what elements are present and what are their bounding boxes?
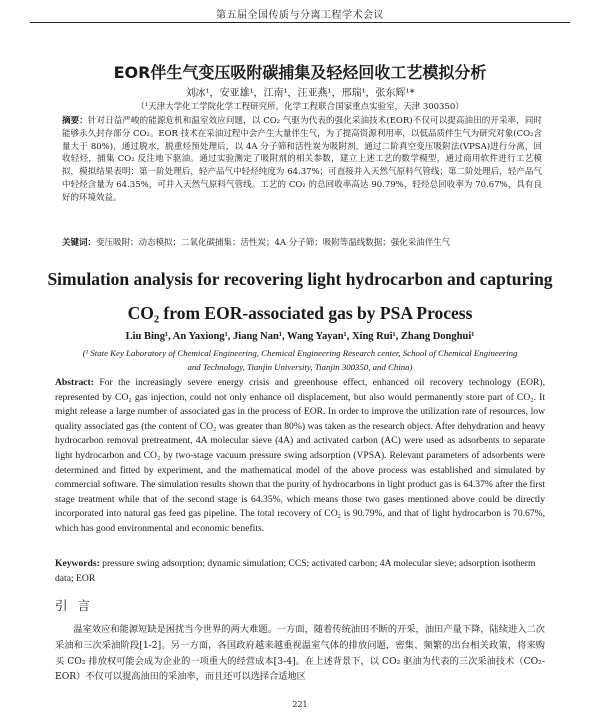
intro-heading: 引言 [55,598,101,613]
english-abstract-label: Abstract: [55,377,94,388]
chinese-authors: 刘冰¹，安亚雄¹，江南¹，汪亚燕¹，邢瑞¹，张东辉¹* [185,88,415,99]
running-header: 第五届全国传质与分离工程学术会议 [216,10,384,21]
chinese-abstract-label: 摘要： [62,116,88,126]
english-affiliation [50,346,550,374]
english-abstract-text: For the increasingly severe energy crisis and greenhouse effect, enhanced oil recovery technology (EOR), represented by CO₂ gas injection, could not only enhance oil displacement, but also would permanently store part of CO₂. It might release a large number of associated gas in the process of EOR. In order to improve the utilization rate of resources, low quality associated gas (the content of CO₂ was greater than 80%) was taken as the research object. After dehydration and heavy hydrocarbon removal pretreatment, 4A molecular sieve (4A) and activated carbon (AC) were used as adsorbents to separate light hydrocarbon and CO₂ by two-stage vacuum pressure swing adsorption (VPSA). Relevant parameters of adsorbents were determined and fitted by experiment, and the mathematical model of the above process was established and simulated by commercial software. The simulation results shown that the purity of hydrocarbons in light product gas is 64.37% after the first stage treatment while that of the second stage is 64.35%, which means those two gases mentioned above could be directly incorporated into natural gas feed gas pipeline. The total recovery of CO₂ is 90.79%, and that of light hydrocarbon is 70.67%, which has good environmental and economic benefits. [55,377,545,534]
english-title [30,262,570,330]
chinese-abstract [62,115,542,205]
english-title-line1: Simulation analysis for recovering light hydrocarbon and capturing [47,269,553,289]
chinese-keywords [62,237,542,250]
english-affiliation-line2: and Technology, Tianjin University, Tianjin 300350, and China) [187,362,413,372]
header-rule [30,22,570,23]
english-title-line2: CO₂ from EOR-associated gas by PSA Process [127,303,473,323]
intro-body: 温室效应和能源短缺是困扰当今世界的两大难题。一方面，随着传统油田不断的开采，油田产量下降，陆续进入二次采油和三次采油阶段[1-2]。另一方面，各国政府越来越重视温室气体的排放问题，密集、频繁的出台相关政策，将来购买 CO₂ 排放权可能会成为企业的一项重大的经营成本[3-4]。在上述背景下，以 CO₂ 驱油为代表的三次采油技术（CO₂-EOR）不仅可以提高油田的采油率，而且还可以选择合适地区 [55,624,545,683]
english-keywords-label: Keywords: [55,558,100,569]
english-authors: Liu Bing¹, An Yaxiong¹, Jiang Nan¹, Wang Yayan¹, Xing Rui¹, Zhang Donghui¹ [125,331,475,342]
english-keywords-text: pressure swing adsorption; dynamic simulation; CCS; activated carbon; 4A molecular sieve; adsorption isotherm data; EOR [55,558,536,584]
page-number: 221 [292,700,308,709]
chinese-affiliation: （¹天津大学化工学院化学工程研究所，化学工程联合国家重点实验室，天津 300350） [136,102,464,112]
chinese-abstract-text: 针对日益严峻的能源危机和温室效应问题，以 CO₂ 气驱为代表的强化采油技术(EOR)不仅可以提高油田的开采率，同时能够永久封存部分 CO₂。EOR 技术在采油过程中会产生大量伴生气，为了提高资源利用率，以低品质伴生气为研究对象(CO₂含量大于 80%)，通过脱水，脱重烃预处理后，以 4A 分子筛和活性炭为吸附剂，通过二阶真空变压吸附法(VPSA)进行分离，回收轻烃，捕集 CO₂ 反注地下驱油。通过实验测定了吸附剂的相关参数，建立上述工艺的数学模型，通过商用软件进行工艺模拟，模拟结果表明：第一阶处理后，轻产品气中轻烃纯度为 64.37%；可直接并入天然气原料气管线；第二阶处理后，轻产品气中轻烃含量为 64.35%，可并入天然气原料气管线。工艺的 CO₂ 的总回收率高达 90.79%，轻烃总回收率为 70.67%，具有良好的环境效益。 [62,116,542,203]
english-abstract [55,376,545,537]
chinese-keywords-label: 关键词： [62,238,97,248]
chinese-title: EOR伴生气变压吸附碳捕集及轻烃回收工艺模拟分析 [113,63,487,82]
english-keywords [55,557,545,586]
english-affiliation-line1: (¹ State Key Laboratory of Chemical Engineering, Chemical Engineering Research center, School of Chemical Engineering [82,348,518,358]
chinese-keywords-text: 变压吸附；动态模拟；二氧化碳捕集；活性炭；4A 分子筛；吸附等温线数据；强化采油伴生气 [96,238,451,248]
